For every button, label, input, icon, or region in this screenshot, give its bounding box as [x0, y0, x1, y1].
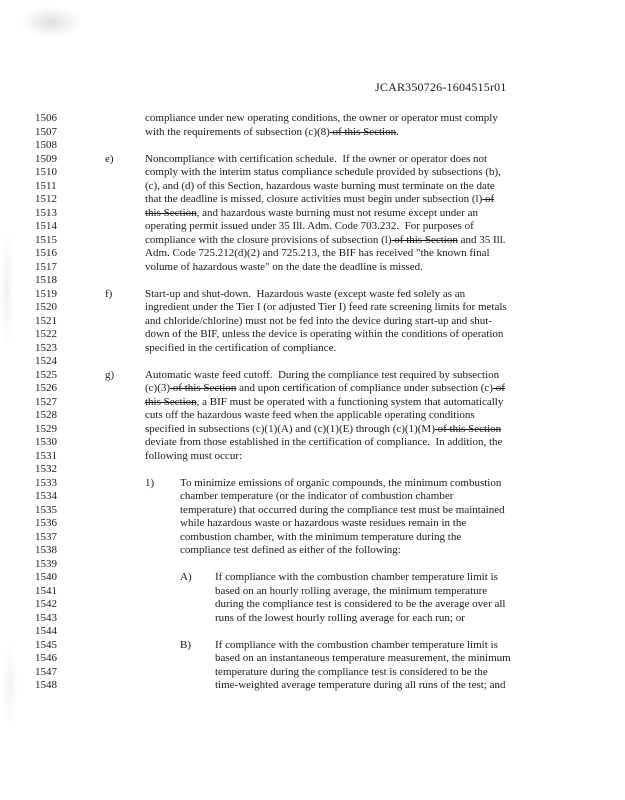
- text-segment: runs of the lowest hourly rolling average for each run; or: [215, 611, 465, 624]
- text-segment: If compliance with the combustion chamber temperature limit is: [215, 638, 498, 651]
- text-segment: To minimize emissions of organic compounds, the minimum combustion: [180, 476, 502, 489]
- document-line: [0, 396, 625, 410]
- document-line: [0, 315, 625, 329]
- paragraph-label: [145, 504, 180, 518]
- line-number: 1543: [35, 611, 57, 624]
- line-content: [105, 436, 625, 450]
- text-segment: that the deadline is missed, closure activities must begin under subsection (l): [145, 193, 483, 205]
- line-number: 1527: [35, 395, 57, 408]
- paragraph-label: B): [180, 638, 191, 651]
- line-text: [145, 247, 490, 261]
- text-segment: specified in the certification of compliance.: [145, 341, 337, 354]
- paragraph-label: [105, 423, 145, 437]
- line-text: [180, 531, 461, 545]
- document-line: [0, 166, 625, 180]
- line-text: [215, 585, 487, 599]
- document-line: [0, 531, 625, 545]
- line-number: 1522: [35, 328, 57, 340]
- line-text: [145, 423, 501, 437]
- line-number: 1523: [35, 341, 57, 354]
- line-number: 1521: [35, 314, 57, 327]
- line-content: [145, 517, 625, 531]
- text-segment: specified in subsections (c)(1)(A) and (c)(1)(E) through (c)(1)(M): [145, 422, 435, 435]
- paragraph-label: [105, 261, 145, 275]
- line-number: 1542: [35, 598, 57, 610]
- paragraph-label: [145, 490, 180, 504]
- paragraph-label: [180, 666, 215, 680]
- text-segment: and upon certification of compliance under subsection (c): [236, 382, 493, 394]
- line-content: [105, 396, 625, 410]
- line-content: [105, 342, 625, 356]
- line-number: 1535: [35, 503, 57, 516]
- text-segment: and chloride/chlorine) must not be fed into the device during start-up and shut-: [145, 314, 493, 327]
- line-number: 1528: [35, 409, 57, 421]
- line-number: 1538: [35, 544, 57, 556]
- line-content: [105, 261, 625, 275]
- line-content: [105, 288, 625, 302]
- paragraph-label: [180, 679, 215, 693]
- document-body: [0, 112, 625, 693]
- line-number: 1539: [35, 557, 57, 570]
- line-content: [145, 477, 625, 491]
- line-number: 1525: [35, 368, 57, 381]
- line-text: [145, 288, 465, 302]
- line-number: 1514: [35, 220, 57, 232]
- paragraph-label: [105, 436, 145, 450]
- line-text: [145, 342, 336, 356]
- line-text: [145, 220, 474, 234]
- line-content: [105, 328, 625, 342]
- line-content: [145, 490, 625, 504]
- text-segment: ingredient under the Tier I (or adjusted Tier I) feed rate screening limits for metals: [145, 301, 507, 313]
- line-content: [105, 139, 625, 153]
- document-line: [0, 571, 625, 585]
- text-segment: temperature during the compliance test is considered to be the: [215, 665, 488, 678]
- text-segment: based on an instantaneous temperature measurement, the minimum: [215, 652, 511, 664]
- line-text: [145, 409, 475, 423]
- paragraph-label: g): [105, 368, 115, 381]
- document-line: [0, 639, 625, 653]
- document-line: [0, 342, 625, 356]
- line-text: [145, 166, 501, 180]
- line-content: [105, 274, 625, 288]
- line-content: [105, 463, 625, 477]
- document-reference-number: JCAR350726-1604515r01: [375, 80, 507, 94]
- line-text: [145, 193, 494, 207]
- line-number: 1533: [35, 476, 57, 489]
- document-line: [0, 612, 625, 626]
- document-line: [0, 261, 625, 275]
- line-content: [180, 625, 625, 639]
- line-text: [215, 612, 465, 626]
- paragraph-label: [180, 612, 215, 626]
- text-segment: compliance with the closure provisions of subsection (l): [145, 233, 392, 246]
- line-content: [180, 598, 625, 612]
- line-number: 1515: [35, 233, 57, 246]
- text-segment: .: [396, 125, 399, 138]
- line-number: 1524: [35, 355, 57, 367]
- struck-text: of this Section: [434, 422, 502, 435]
- line-content: [105, 315, 625, 329]
- line-content: [180, 652, 625, 666]
- text-segment: chamber temperature (or the indicator of combustion chamber: [180, 490, 454, 502]
- line-text: [145, 382, 505, 396]
- line-number: 1545: [35, 638, 57, 651]
- text-segment: volume of hazardous waste" on the date the deadline is missed.: [145, 260, 423, 273]
- line-content: [105, 382, 625, 396]
- line-number: 1516: [35, 247, 57, 259]
- line-content: [180, 666, 625, 680]
- paragraph-label: [105, 139, 145, 153]
- line-content: [105, 409, 625, 423]
- document-line: [0, 423, 625, 437]
- line-content: [105, 207, 625, 221]
- paragraph-label: [145, 531, 180, 545]
- paragraph-label: [105, 126, 145, 140]
- line-number: 1540: [35, 571, 57, 583]
- line-content: [145, 544, 625, 558]
- paragraph-label: [180, 625, 215, 639]
- text-segment: Noncompliance with certification schedule. If the owner or operator does not: [145, 152, 488, 165]
- document-line: [0, 207, 625, 221]
- text-segment: comply with the interim status compliance schedule provided by subsections (b),: [145, 166, 501, 178]
- line-content: [105, 234, 625, 248]
- line-text: [215, 666, 488, 680]
- document-line: [0, 585, 625, 599]
- line-content: [105, 126, 625, 140]
- line-number: 1512: [35, 193, 57, 205]
- line-text: [145, 315, 492, 329]
- struck-text: of this Section: [329, 125, 397, 138]
- line-content: [180, 639, 625, 653]
- text-segment: during the compliance test is considered to be the average over all: [215, 598, 506, 610]
- paragraph-label: [145, 544, 180, 558]
- paragraph-label: [105, 450, 145, 464]
- document-line: [0, 463, 625, 477]
- document-line: [0, 328, 625, 342]
- document-line: [0, 477, 625, 491]
- text-segment: temperature) that occurred during the compliance test must be maintained: [180, 503, 505, 516]
- text-segment: while hazardous waste or hazardous waste residues remain in the: [180, 517, 467, 529]
- text-segment: Automatic waste feed cutoff. During the compliance test required by subsection: [145, 368, 500, 381]
- document-line: [0, 180, 625, 194]
- text-segment: time-weighted average temperature during all runs of the test; and: [215, 679, 506, 691]
- document-line: [0, 652, 625, 666]
- line-text: [145, 234, 506, 248]
- paragraph-label: [105, 315, 145, 329]
- text-segment: (c)(3): [145, 382, 171, 394]
- text-segment: combustion chamber, with the minimum temperature during the: [180, 530, 462, 543]
- paragraph-label: [105, 382, 145, 396]
- line-number: 1536: [35, 517, 57, 529]
- paragraph-label: [105, 409, 145, 423]
- line-number: 1529: [35, 422, 57, 435]
- document-line: [0, 288, 625, 302]
- document-line: [0, 625, 625, 639]
- document-line: [0, 274, 625, 288]
- paragraph-label: [105, 328, 145, 342]
- line-text: [215, 571, 498, 585]
- paragraph-label: [145, 558, 180, 572]
- paragraph-label: [105, 193, 145, 207]
- text-segment: with the requirements of subsection (c)(8): [145, 125, 330, 138]
- document-line: [0, 301, 625, 315]
- paragraph-label: [145, 517, 180, 531]
- text-segment: compliance under new operating conditions, the owner or operator must comply: [145, 112, 498, 124]
- line-number: 1531: [35, 449, 57, 462]
- line-content: [105, 193, 625, 207]
- line-text: [145, 261, 423, 275]
- paragraph-label: f): [105, 287, 113, 300]
- line-content: [180, 679, 625, 693]
- line-content: [105, 423, 625, 437]
- line-text: [145, 396, 503, 410]
- paragraph-label: [105, 234, 145, 248]
- line-content: [105, 301, 625, 315]
- paragraph-label: [105, 180, 145, 194]
- line-number: 1546: [35, 652, 57, 664]
- paragraph-label: [105, 166, 145, 180]
- line-content: [105, 153, 625, 167]
- line-content: [105, 180, 625, 194]
- line-content: [180, 612, 625, 626]
- line-content: [105, 450, 625, 464]
- line-content: [105, 369, 625, 383]
- text-segment: compliance test defined as either of the following:: [180, 544, 401, 556]
- line-text: [145, 328, 503, 342]
- document-line: [0, 112, 625, 126]
- paragraph-label: e): [105, 152, 114, 165]
- struck-text: this Section: [145, 395, 197, 408]
- text-segment: down of the BIF, unless the device is operating within the conditions of operation: [145, 328, 504, 340]
- document-line: [0, 490, 625, 504]
- line-number: 1532: [35, 463, 57, 475]
- paragraph-label: [105, 220, 145, 234]
- text-segment: , a BIF must be operated with a functioning system that automatically: [196, 395, 504, 408]
- text-segment: operating permit issued under 35 Ill. Adm. Code 703.232. For purposes of: [145, 220, 474, 232]
- paragraph-label: [105, 342, 145, 356]
- text-segment: based on an hourly rolling average, the minimum temperature: [215, 584, 488, 597]
- document-line: [0, 247, 625, 261]
- line-number: 1526: [35, 382, 57, 394]
- line-text: [145, 153, 487, 167]
- paragraph-label: [180, 652, 215, 666]
- line-text: [215, 598, 505, 612]
- line-text: [215, 639, 498, 653]
- scan-artifact: [20, 6, 82, 38]
- document-line: [0, 504, 625, 518]
- line-text: [180, 477, 501, 491]
- text-segment: (c), and (d) of this Section, hazardous waste burning must terminate on the date: [145, 179, 495, 192]
- line-number: 1544: [35, 625, 57, 637]
- struck-text: of: [492, 382, 505, 394]
- paragraph-label: [105, 463, 145, 477]
- line-number: 1513: [35, 206, 57, 219]
- document-line: [0, 436, 625, 450]
- line-number: 1541: [35, 584, 57, 597]
- text-segment: cuts off the hazardous waste feed when the applicable operating conditions: [145, 409, 475, 421]
- line-number: 1517: [35, 260, 57, 273]
- line-number: 1508: [35, 139, 57, 151]
- line-text: [180, 490, 453, 504]
- line-number: 1530: [35, 436, 57, 448]
- paragraph-label: A): [180, 571, 192, 583]
- document-line: [0, 382, 625, 396]
- line-text: [215, 679, 505, 693]
- paragraph-label: [105, 247, 145, 261]
- line-number: 1534: [35, 490, 57, 502]
- line-content: [105, 166, 625, 180]
- line-number: 1520: [35, 301, 57, 313]
- text-segment: deviate from those established in the certification of compliance. In addition, the: [145, 436, 503, 448]
- line-content: [105, 355, 625, 369]
- text-segment: , and hazardous waste burning must not resume except under an: [196, 206, 478, 219]
- document-line: [0, 409, 625, 423]
- document-line: [0, 369, 625, 383]
- line-number: 1548: [35, 679, 57, 691]
- line-text: [180, 517, 466, 531]
- line-number: 1507: [35, 125, 57, 138]
- document-line: [0, 666, 625, 680]
- paragraph-label: [105, 301, 145, 315]
- line-text: [180, 544, 401, 558]
- line-content: [105, 220, 625, 234]
- line-content: [180, 571, 625, 585]
- paragraph-label: [105, 274, 145, 288]
- line-number: 1506: [35, 112, 57, 124]
- document-line: [0, 139, 625, 153]
- line-content: [105, 112, 625, 126]
- document-line: [0, 193, 625, 207]
- line-text: [145, 207, 478, 221]
- line-text: [145, 301, 507, 315]
- line-content: [145, 531, 625, 545]
- document-line: [0, 126, 625, 140]
- struck-text: of this Section: [170, 382, 237, 394]
- line-text: [145, 369, 499, 383]
- paragraph-label: [105, 207, 145, 221]
- line-text: [145, 180, 495, 194]
- paragraph-label: [105, 112, 145, 126]
- document-line: [0, 598, 625, 612]
- document-line: [0, 544, 625, 558]
- text-segment: and 35 Ill.: [457, 233, 506, 246]
- paragraph-label: 1): [145, 476, 155, 489]
- document-line: [0, 153, 625, 167]
- struck-text: this Section: [145, 206, 197, 219]
- document-line: [0, 234, 625, 248]
- text-segment: Start-up and shut-down. Hazardous waste (except waste fed solely as an: [145, 287, 466, 300]
- line-content: [180, 585, 625, 599]
- document-line: [0, 220, 625, 234]
- line-content: [105, 247, 625, 261]
- paragraph-label: [180, 585, 215, 599]
- line-text: [145, 112, 498, 126]
- document-line: [0, 679, 625, 693]
- line-number: 1518: [35, 274, 57, 286]
- paragraph-label: [105, 355, 145, 369]
- text-segment: Adm. Code 725.212(d)(2) and 725.213, the BIF has received "the known final: [145, 247, 490, 259]
- line-content: [145, 504, 625, 518]
- struck-text: of: [482, 193, 495, 205]
- document-line: [0, 355, 625, 369]
- line-text: [180, 504, 505, 518]
- line-text: [145, 436, 502, 450]
- line-number: 1519: [35, 287, 57, 300]
- line-number: 1537: [35, 530, 57, 543]
- document-line: [0, 558, 625, 572]
- line-number: 1547: [35, 665, 57, 678]
- document-line: [0, 517, 625, 531]
- line-text: [145, 126, 399, 140]
- line-content: [145, 558, 625, 572]
- text-segment: If compliance with the combustion chamber temperature limit is: [215, 571, 498, 583]
- line-text: [215, 652, 511, 666]
- line-text: [145, 450, 242, 464]
- text-segment: following must occur:: [145, 449, 243, 462]
- line-number: 1509: [35, 152, 57, 165]
- line-number: 1511: [35, 179, 57, 192]
- document-line: [0, 450, 625, 464]
- struck-text: of this Section: [391, 233, 458, 246]
- line-number: 1510: [35, 166, 57, 178]
- paragraph-label: [180, 598, 215, 612]
- paragraph-label: [105, 396, 145, 410]
